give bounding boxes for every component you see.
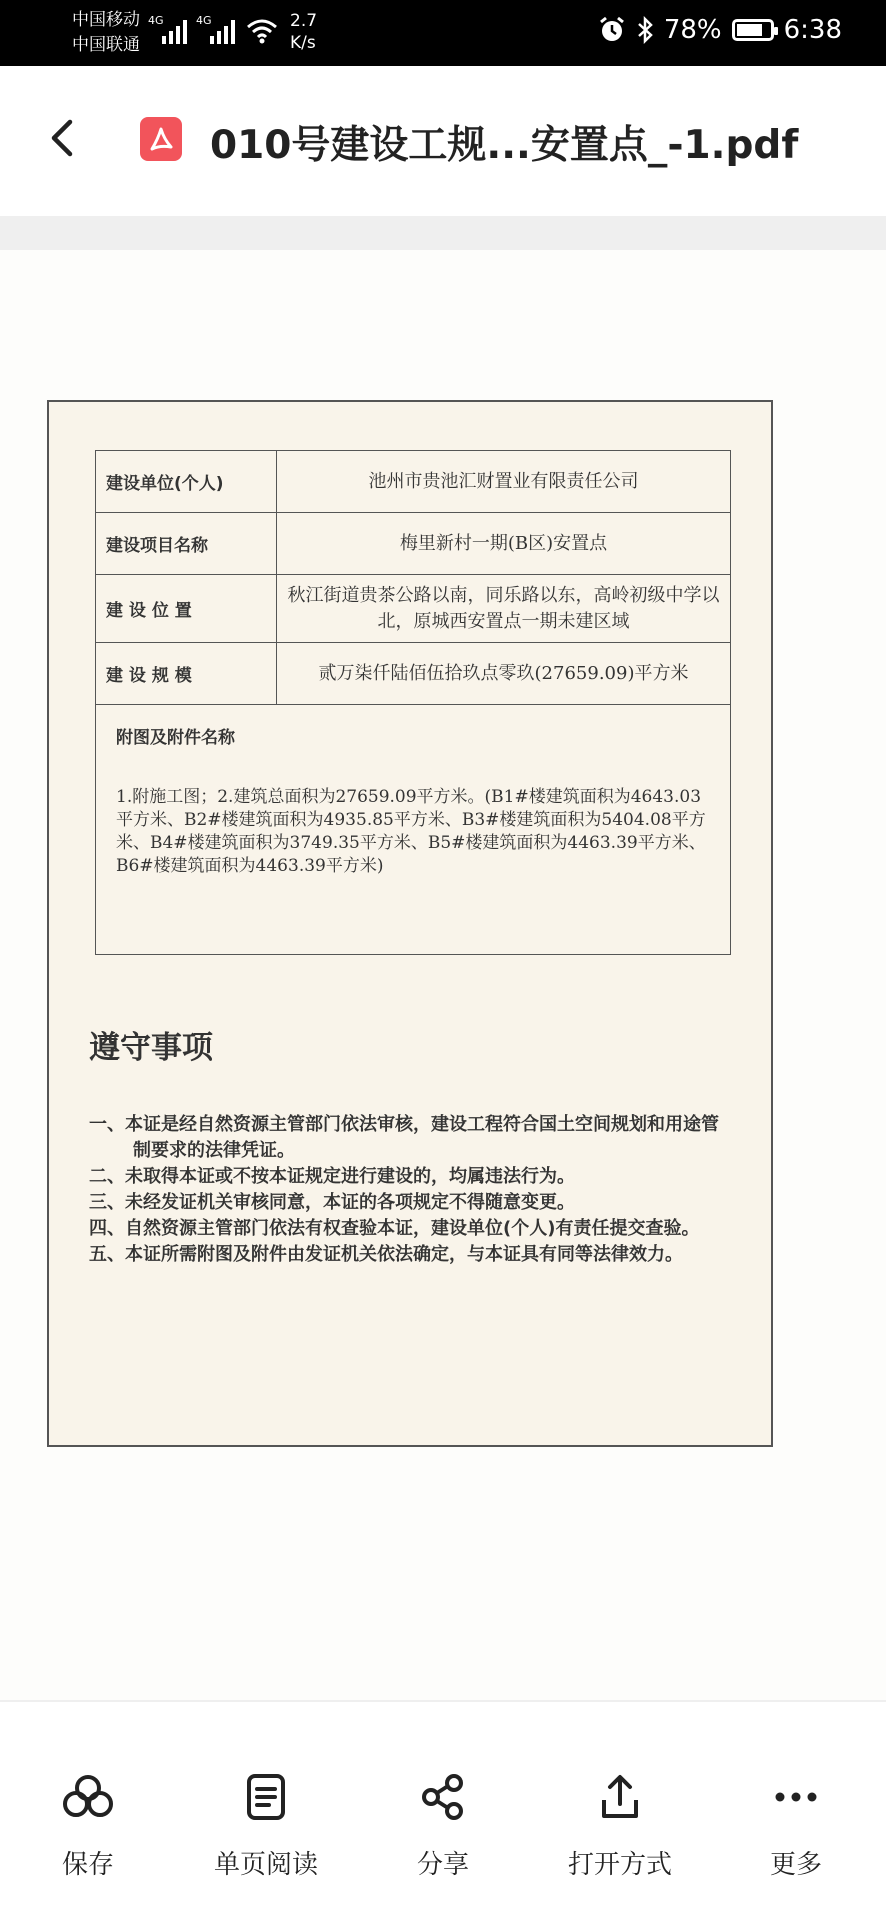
rule-item: 一、本证是经自然资源主管部门依法审核，建设工程符合国土空间规划和用途管制要求的法律凭证。	[89, 1114, 719, 1161]
rule-item: 五、本证所需附图及附件由发证机关依法确定，与本证具有同等法律效力。	[89, 1244, 683, 1265]
share-label: 分享	[416, 1850, 469, 1880]
more-button[interactable]	[716, 1772, 876, 1881]
speed-unit: K/s	[290, 33, 316, 53]
battery-icon	[732, 19, 774, 41]
more-dots-icon	[771, 1772, 821, 1822]
save-label: 保存	[61, 1850, 114, 1880]
single-page-read-button[interactable]	[186, 1772, 346, 1881]
attachment-title: 附图及附件名称	[116, 728, 235, 748]
rules-list	[89, 1112, 729, 1268]
table-row	[96, 575, 731, 643]
rule-item: 四、自然资源主管部门依法有权查验本证，建设单位(个人)有责任提交查验。	[89, 1218, 700, 1239]
share-icon	[418, 1772, 468, 1822]
single-page-label: 单页阅读	[213, 1850, 318, 1880]
document-icon	[241, 1772, 291, 1822]
certificate-table	[95, 450, 731, 955]
certificate-page	[47, 400, 773, 1447]
network-type-1: 4G	[148, 14, 164, 27]
upload-icon	[595, 1772, 645, 1822]
carrier-2: 中国联通	[72, 35, 140, 55]
open-with-button[interactable]	[540, 1772, 700, 1881]
table-row	[96, 451, 731, 513]
back-arrow-icon[interactable]	[44, 116, 84, 160]
network-speed	[290, 10, 317, 54]
battery-percent: 78%	[663, 15, 722, 45]
save-button[interactable]	[8, 1772, 168, 1881]
table-row	[96, 643, 731, 705]
carrier-names	[72, 8, 140, 58]
bluetooth-icon	[636, 16, 654, 44]
row-label: 建设单位(个人)	[96, 451, 277, 513]
alarm-icon	[598, 16, 626, 44]
carrier-1: 中国移动	[72, 10, 140, 30]
share-button[interactable]	[363, 1772, 523, 1881]
bottom-toolbar	[0, 1702, 886, 1920]
rule-item: 二、未取得本证或不按本证规定进行建设的，均属违法行为。	[89, 1166, 575, 1187]
save-cloud-icon	[60, 1772, 116, 1822]
row-label: 建 设 位 置	[96, 575, 277, 643]
status-right	[598, 15, 842, 45]
rule-item: 三、未经发证机关审核同意，本证的各项规定不得随意变更。	[89, 1192, 575, 1213]
row-value: 池州市贵池汇财置业有限责任公司	[277, 451, 731, 513]
row-value: 秋江街道贵茶公路以南，同乐路以东，高岭初级中学以北，原城西安置点一期未建区域	[277, 575, 731, 643]
signal-icon-1	[162, 20, 188, 44]
signal-icon-2	[210, 20, 236, 44]
pdf-page	[0, 250, 886, 1700]
network-type-2: 4G	[196, 14, 212, 27]
document-title: 010号建设工规...安置点_-1.pdf	[210, 123, 799, 168]
battery-fill	[737, 24, 762, 36]
table-row	[96, 513, 731, 575]
wifi-icon	[246, 18, 278, 44]
speed-value: 2.7	[290, 11, 318, 31]
rules-title: 遵守事项	[89, 1030, 213, 1066]
row-value: 贰万柒仟陆佰伍拾玖点零玖(27659.09)平方米	[277, 643, 731, 705]
clock: 6:38	[783, 15, 842, 45]
row-label: 建 设 规 模	[96, 643, 277, 705]
open-with-label: 打开方式	[567, 1850, 672, 1880]
pdf-viewer[interactable]	[0, 216, 886, 1702]
status-bar	[0, 0, 886, 66]
attachment-text: 1.附施工图；2.建筑总面积为27659.09平方米。(B1#楼建筑面积为4643.03平方米、B2#楼建筑面积为4935.85平方米、B3#楼建筑面积为5404.08平方米、B4#楼建筑面积为3749.35平方米、B5#楼建筑面积为4463.39平方米、B6#楼建筑面积为4463.39平方米)	[116, 787, 706, 876]
row-label: 建设项目名称	[96, 513, 277, 575]
attachment-row	[96, 705, 731, 955]
pdf-file-icon	[140, 117, 182, 161]
more-label: 更多	[769, 1850, 822, 1880]
header-bar	[0, 66, 886, 216]
row-value: 梅里新村一期(B区)安置点	[277, 513, 731, 575]
